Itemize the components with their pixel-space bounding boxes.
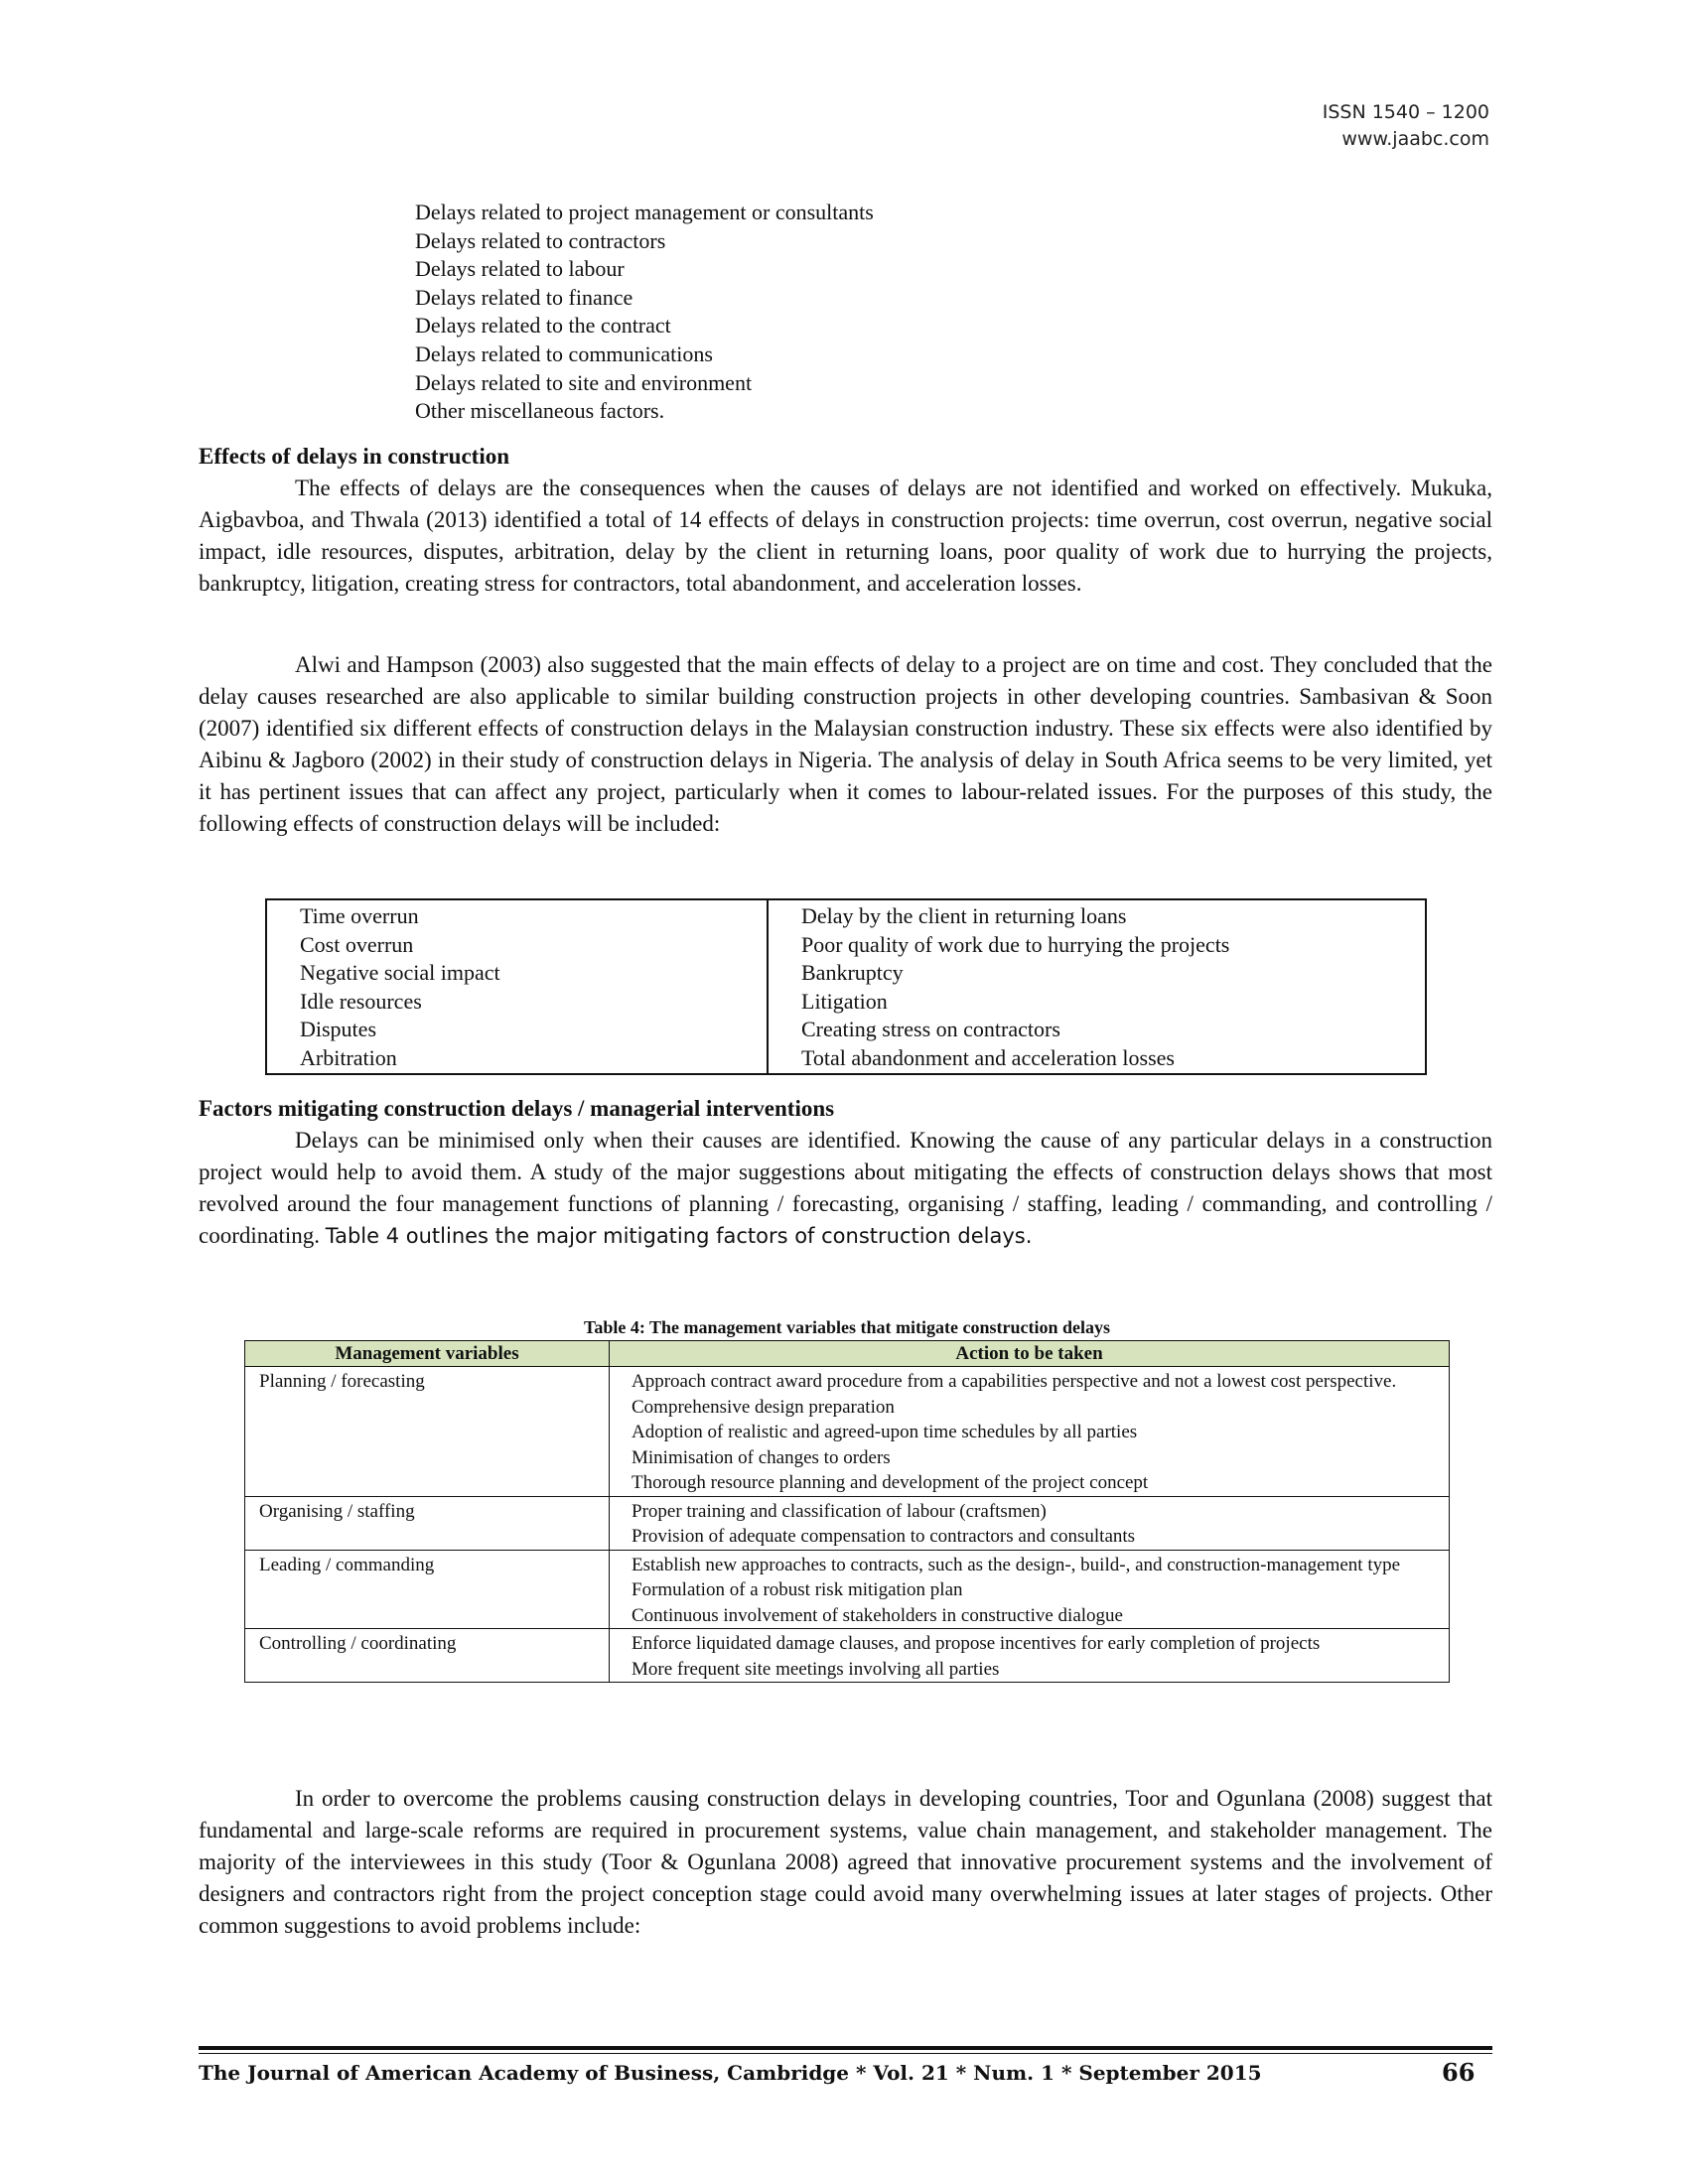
effect-item: Disputes [300,1017,376,1042]
actions-cell [610,1367,1450,1497]
variable-cell: Organising / staffing [245,1496,610,1550]
table-caption: Table 4: The management variables that mitigate construction delays [584,1317,1110,1337]
paragraph-text: The effects of delays are the consequences when the causes of delays are not identified and worked on effectively. Mukuka, Aigbavboa, and Thwala (2013) identified a total of 14 effects of delays in construction projects: time overrun, cost overrun, negative social impact, idle resources, disputes, arbitration, delay by the client in returning loans, poor quality of work due to hurrying the projects, bankruptcy, litigation, creating stress for contractors, total abandonment, and acceleration losses. [199,476,1492,596]
column-header: Management variables [245,1341,610,1367]
effect-item: Arbitration [300,1044,397,1070]
variable-cell: Planning / forecasting [245,1367,610,1497]
journal-website: www.jaabc.com [1341,128,1489,150]
closing-paragraph [199,1783,1492,1942]
list-item: Delays related to communications [415,341,713,366]
page-header [1323,99,1489,153]
page-number: 66 [1442,2058,1476,2087]
table-row [245,1550,1450,1629]
action-item: Thorough resource planning and development of the project concept [632,1472,1149,1493]
effects-table [265,898,1427,1075]
paragraph-text: In order to overcome the problems causing construction delays in developing countries, Toor and Ogunlana (2008) suggest that fundamental and large-scale reforms are required in procurement systems, value chain management, and stakeholder management. The majority of the interviewees in this study (Toor & Ogunlana 2008) agreed that innovative procurement systems and the involvement of designers and contractors right from the project conception stage could avoid many overwhelming issues at later stages of projects. Other common suggestions to avoid problems include: [199,1786,1492,1938]
action-item: Adoption of realistic and agreed-upon time schedules by all parties [632,1422,1138,1442]
variable-cell: Controlling / coordinating [245,1629,610,1683]
effect-item: Negative social impact [300,960,500,986]
effect-item: Time overrun [300,903,419,928]
effect-item: Bankruptcy [801,960,904,986]
effect-item: Cost overrun [300,931,414,957]
issn-number: ISSN 1540 – 1200 [1322,101,1489,123]
footer-rule-thick [199,2046,1492,2050]
action-item: Comprehensive design preparation [632,1396,895,1418]
table-row [245,1367,1450,1497]
mitigation-paragraph [199,1125,1492,1252]
effects-paragraph-2 [199,649,1492,840]
paragraph-text: Alwi and Hampson (2003) also suggested that the main effects of delay to a project are on time and cost. They concluded that the delay causes researched are also applicable to similar building construction projects in other developing countries. Sambasivan & Soon (2007) identified six different effects of construction delays in the Malaysian construction industry. These six effects were also identified by Aibinu & Jagboro (2002) in their study of construction delays in Nigeria. The analysis of delay in South Africa seems to be very limited, yet it has pertinent issues that can affect any project, particularly when it comes to labour-related issues. For the purposes of this study, the following effects of construction delays will be included: [199,652,1492,836]
section-heading-effects: Effects of delays in construction [199,444,510,469]
actions-cell [610,1550,1450,1629]
section-heading-mitigation: Factors mitigating construction delays / managerial interventions [199,1096,835,1121]
effects-left-column [266,899,768,1074]
actions-cell [610,1496,1450,1550]
actions-cell [610,1629,1450,1683]
effect-item: Idle resources [300,988,422,1014]
action-item: Provision of adequate compensation to contractors and consultants [632,1526,1136,1547]
list-item: Delays related to contractors [415,227,666,253]
list-item: Delays related to labour [415,256,625,282]
action-item: Minimisation of changes to orders [632,1446,891,1468]
table-header-row [245,1341,1450,1367]
action-item: Proper training and classification of labour (craftsmen) [632,1500,1047,1522]
action-item: Enforce liquidated damage clauses, and propose incentives for early completion of projects [632,1633,1321,1654]
paragraph-main: Delays can be minimised only when their causes are identified. Knowing the cause of any particular delays in a construction project would help to avoid them. A study of the major suggestions about mitigating the effects of construction delays shows that most revolved around the four management functions of planning / forecasting, organising / staffing, leading / commanding, and controlling / coordinating. [199,1128,1492,1248]
action-item: Approach contract award procedure from a capabilities perspective and not a lowest cost perspective. [632,1371,1397,1392]
variable-cell: Leading / commanding [245,1550,610,1629]
effects-right-column [768,899,1426,1074]
list-item: Delays related to finance [415,284,633,310]
list-item: Delays related to project management or consultants [415,200,874,224]
action-item: Formulation of a robust risk mitigation plan [632,1579,963,1600]
table-row [245,1629,1450,1683]
table-row [245,1496,1450,1550]
effects-paragraph-1 [199,473,1492,600]
paragraph-tail: Table 4 outlines the major mitigating factors of construction delays. [325,1224,1033,1248]
effect-item: Poor quality of work due to hurrying the projects [801,931,1230,957]
effect-item: Delay by the client in returning loans [801,903,1127,928]
action-item: Establish new approaches to contracts, such as the design-, build-, and construction-management type [632,1554,1401,1575]
management-variables-table [244,1340,1450,1683]
effect-item: Total abandonment and acceleration losses [801,1044,1175,1070]
list-item: Other miscellaneous factors. [415,398,665,424]
column-header: Action to be taken [610,1341,1450,1367]
list-item: Delays related to site and environment [415,369,753,395]
effect-item: Litigation [801,988,888,1014]
action-item: Continuous involvement of stakeholders in constructive dialogue [632,1604,1123,1626]
action-item: More frequent site meetings involving all parties [632,1658,1000,1680]
footer-rule-thin [199,2053,1492,2054]
footer-journal-citation: The Journal of American Academy of Business, Cambridge * Vol. 21 * Num. 1 * September 2015 [199,2061,1262,2085]
list-item: Delays related to the contract [415,313,671,339]
effect-item: Creating stress on contractors [801,1017,1060,1042]
delay-causes-list [415,199,874,426]
paragraph-text [199,1125,1492,1252]
